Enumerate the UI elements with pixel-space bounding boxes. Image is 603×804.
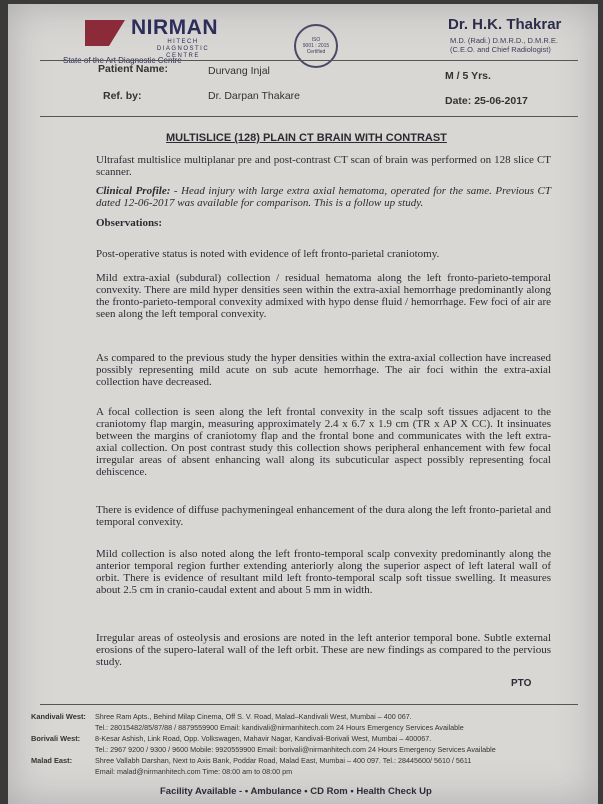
footer-loc-label: Kandivali West: xyxy=(31,712,86,721)
seal-line: ISO xyxy=(311,37,321,43)
observation-p4: A focal collection is seen along the left frontal convexity in the scalp soft tissues adjacent to the craniotomy flap margin, measuring approximately 2.4 x 6.7 x 1.9 cm (TR x AP X CC). It insinuates between the margins of craniotomy flap and the frontal bone and communicates with the left extra-axial collection. On post contrast study this collection shows peripheral enhancement with few focal irregular areas of absent enhancing wall along its subcuticular aspect possibly representing focal dehiscence. xyxy=(96,406,551,478)
footer-loc-label: Malad East: xyxy=(31,756,73,765)
footer-contact: Tel.: 28015482/85/87/88 / 8879559900 Email: kandivali@nirmanhitech.com 24 Hours Emergency Services Available xyxy=(95,723,464,732)
observation-p1: Post-operative status is noted with evidence of left fronto-parietal craniotomy. xyxy=(96,248,440,260)
clinical-text: - Head injury with large extra axial hematoma, operated for the same. Previous CT dated 12-06-2017 was available for comparison. This is a follow up study. xyxy=(96,185,551,209)
observation-p7: Irregular areas of osteolysis and erosions are noted in the left anterior temporal bone. Subtle external erosions of the supero-lateral wall of the left orbit. These are new findings as compared to the pervious study. xyxy=(96,632,551,668)
footer-address: 8-Kesar Ashish, Link Road, Opp. Volkswagen, Mahavir Nagar, Kandivali-Borivali West, Mumbai – 400067. xyxy=(95,734,432,743)
observation-p2: Mild extra-axial (subdural) collection / residual hematoma along the left fronto-parieto-temporal convexity. There are mild hyper densities seen within the extra-axial hemorrhage predominantly along the fronto-parieto-temporal convexity admixed with hypo dense fluid / hemorrhage. Few foci of air are seen along the left temporal convexity. xyxy=(96,272,551,320)
intro-paragraph: Ultrafast multislice multiplanar pre and post-contrast CT scan of brain was performed on 128 slice CT scanner. xyxy=(96,154,551,178)
logo-subtitle: HITECH DIAGNOSTIC CENTRE xyxy=(156,39,210,59)
seal-line: Certified xyxy=(306,49,326,55)
clinical-profile xyxy=(96,185,551,209)
doctor-cred-line: (C.E.O. and Chief Radiologist) xyxy=(450,45,551,54)
footer-address: Shree Vallabh Darshan, Next to Axis Bank, Poddar Road, Malad East, Mumbai – 400 097. Tel.: 28445600/ 5610 / 5611 xyxy=(95,756,472,765)
ref-label: Ref. by: xyxy=(103,90,142,102)
observation-p6: Mild collection is also noted along the left fronto-temporal scalp convexity predominantly along the anterior temporal region further extending anteriorly along the superior aspect of left lateral wall of orbit. There is evidence of resultant mild left fronto-temporal scalp soft tissue swelling. It measures about 2.5 cm in cranio-caudal extent and about 5 mm in width. xyxy=(96,548,551,596)
seal-line: 9001 : 2015 xyxy=(302,43,330,49)
patient-name: Durvang Injal xyxy=(208,65,270,77)
observations-heading: Observations: xyxy=(96,217,162,229)
ref-doctor: Dr. Darpan Thakare xyxy=(208,90,301,102)
report-title: MULTISLICE (128) PLAIN CT BRAIN WITH CONTRAST xyxy=(166,132,447,144)
observation-p3: As compared to the previous study the hyper densities within the extra-axial collection have increased possibly representing mild acute on sub acute hemorrhage. The air foci within the extra-axial collection have decreased. xyxy=(96,352,551,388)
iso-seal-icon xyxy=(294,24,338,68)
logo-tagline: State of the Art Diagnostic Centre xyxy=(63,56,182,65)
date-value: 25-06-2017 xyxy=(474,95,528,107)
footer-divider xyxy=(40,704,578,705)
logo-name: NIRMAN xyxy=(131,16,218,39)
clinical-label: Clinical Profile: xyxy=(96,185,171,197)
facilities-line: Facility Available - • Ambulance • CD Rom • Health Check Up xyxy=(160,786,432,797)
report-date: Date: 25-06-2017 xyxy=(445,95,528,107)
footer-loc-label: Borivali West: xyxy=(31,734,81,743)
pto-mark: PTO xyxy=(511,678,532,689)
nirman-logo xyxy=(63,16,218,64)
footer-contact: Tel.: 2967 9200 / 9300 / 9600 Mobile: 9920559900 Email: borivali@nirmanhitech.com 24 Hours Emergency Services Available xyxy=(95,745,496,754)
header-divider xyxy=(40,60,578,61)
footer-address: Shree Ram Apts., Behind Milap Cinema, Off S. V. Road, Malad–Kandivali West, Mumbai – 400 067. xyxy=(95,712,412,721)
patient-name-label: Patient Name: xyxy=(98,63,169,75)
logo-mark-icon xyxy=(85,20,125,46)
patient-age-sex: M / 5 Yrs. xyxy=(445,70,491,82)
doctor-cred-line: M.D. (Radi.) D.M.R.D., D.M.R.E. xyxy=(450,36,558,45)
doctor-credentials xyxy=(450,36,580,54)
doctor-name: Dr. H.K. Thakrar xyxy=(448,16,562,33)
footer-contact: Email: malad@nirmanhitech.com Time: 08:00 am to 08:00 pm xyxy=(95,767,293,776)
observation-p5: There is evidence of diffuse pachymeningeal enhancement of the dura along the left fronto-parietal and temporal convexity. xyxy=(96,504,551,528)
report-page xyxy=(8,4,598,804)
patient-divider xyxy=(40,116,578,117)
